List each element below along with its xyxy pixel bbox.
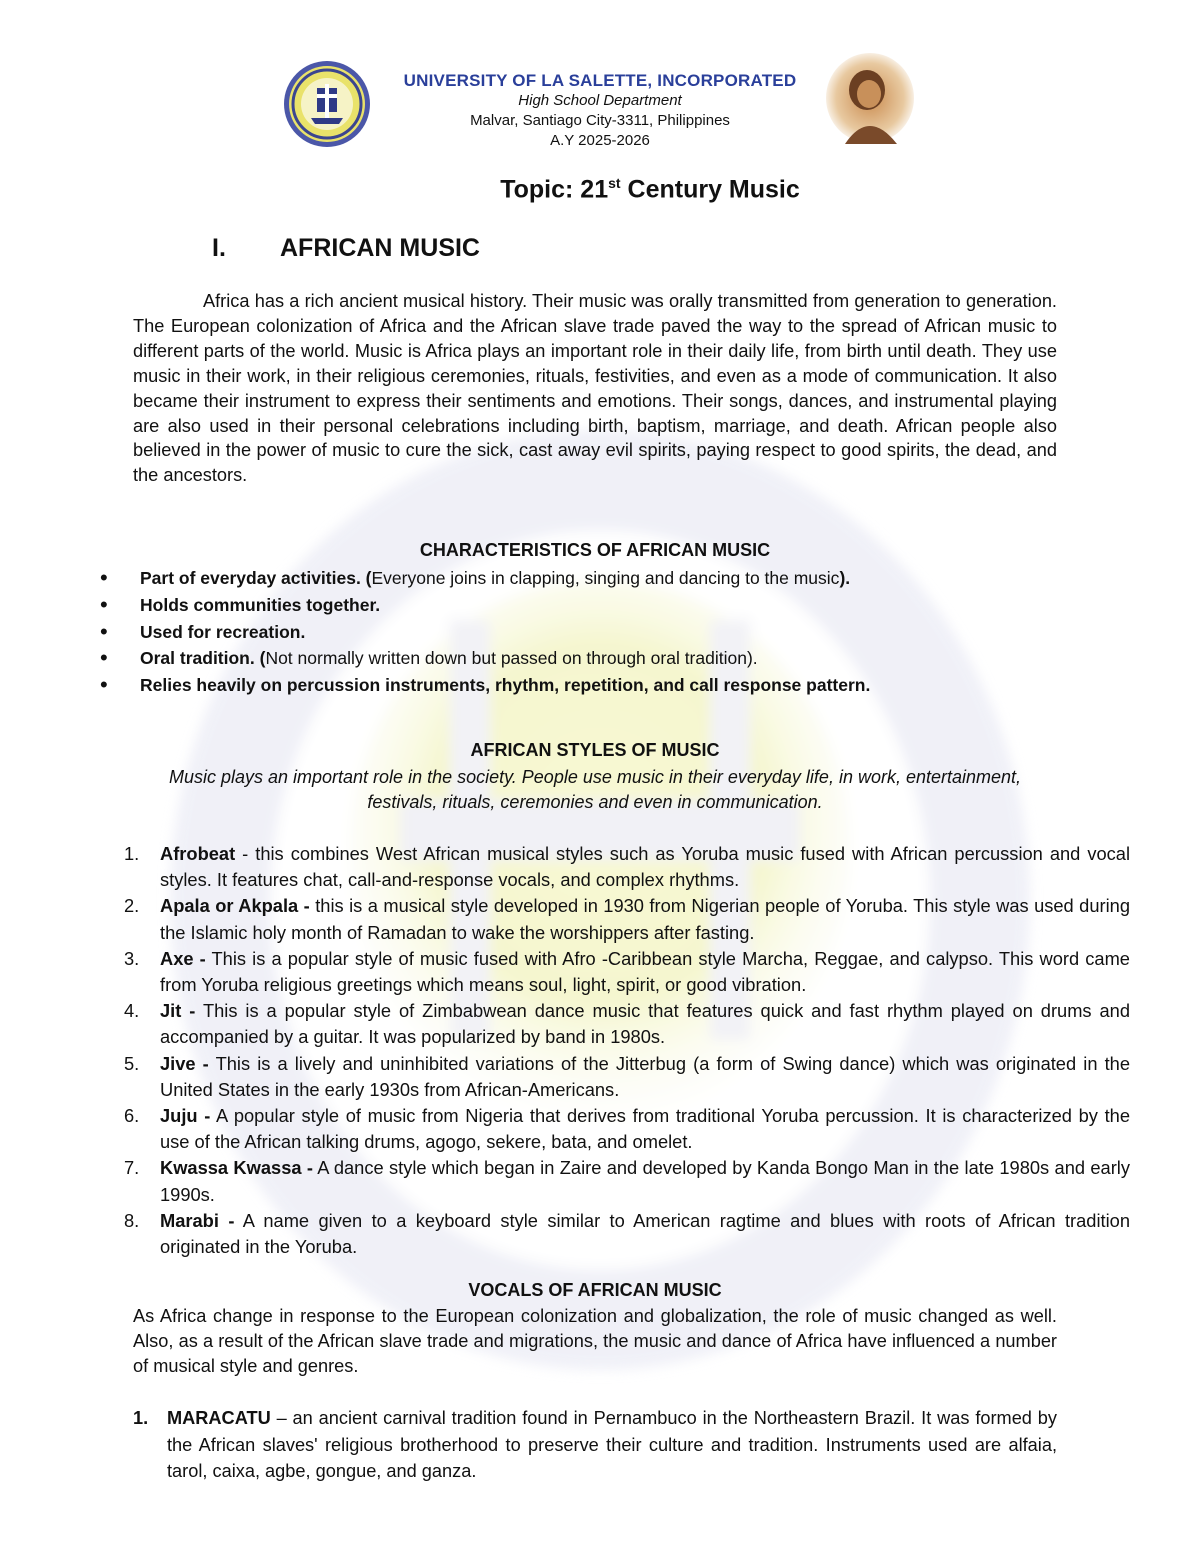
item-term: Jit -	[160, 1000, 196, 1022]
section-title: AFRICAN MUSIC	[280, 234, 480, 262]
item-end: ).	[839, 568, 851, 588]
item-desc: This is a popular style of music fused with Afro -Caribbean style Marcha, Reggae, and calypso. This word came from Yoruba religious greetings which means soul, light, spirit, or good vibration.	[160, 947, 1130, 996]
item-term: MARACATU	[167, 1408, 271, 1428]
vocals-heading: VOCALS OF AFRICAN MUSIC	[468, 1280, 722, 1300]
item-desc: This is a popular style of Zimbabwean dance music that features quick and fast rhythm played on drums and accompanied by a guitar. It was popularized by band in 1980s.	[160, 1000, 1130, 1048]
page-title	[0, 175, 1200, 204]
list-item	[120, 998, 1130, 1050]
list-item	[120, 1051, 1130, 1103]
characteristics-heading: CHARACTERISTICS OF AFRICAN MUSIC	[419, 540, 771, 560]
item-desc: A name given to a keyboard style similar to American ragtime and blues with roots of African tradition originated in the Yoruba.	[160, 1209, 1130, 1258]
list-item	[120, 1208, 1130, 1260]
item-desc: this is a musical style developed in 1930 from Nigerian people of Yoruba. This style was used during the Islamic holy month of Ramadan to wake the worshippers after fasting.	[160, 895, 1130, 943]
list-item	[120, 841, 1130, 893]
item-bold: Relies heavily on percussion instruments, rhythm, repetition, and call response pattern.	[140, 675, 871, 696]
list-item	[100, 592, 1100, 619]
list-item	[100, 645, 1100, 672]
item-bold: Part of everyday activities. (	[140, 568, 372, 588]
item-term: Juju -	[160, 1105, 211, 1127]
academic-year: A.Y 2025-2026	[550, 132, 650, 149]
list-item	[130, 1405, 1057, 1485]
letterhead	[380, 70, 820, 151]
list-item	[120, 893, 1130, 945]
item-number: 4.	[124, 1000, 140, 1022]
university-name: UNIVERSITY OF LA SALETTE, INCORPORATED	[403, 71, 797, 90]
list-item	[100, 672, 1100, 699]
item-text: Not normally written down but passed on through oral tradition).	[265, 648, 758, 669]
styles-list	[120, 841, 1130, 1260]
list-item	[100, 565, 1100, 592]
item-term: Marabi -	[160, 1209, 235, 1231]
item-text: Everyone joins in clapping, singing and dancing to the music	[371, 568, 840, 588]
item-sep: -	[235, 843, 256, 864]
item-term: Jive -	[160, 1052, 209, 1074]
list-item	[120, 1155, 1130, 1207]
topic-superscript: st	[608, 175, 621, 191]
section-number: I.	[212, 234, 226, 262]
characteristics-list	[100, 565, 1100, 699]
list-item	[120, 946, 1130, 998]
styles-intro: Music plays an important role in the society. People use music in their everyday life, in work, entertainment, festivals, rituals, ceremonies and even in communication.	[168, 767, 1022, 812]
item-bold: Used for recreation.	[140, 621, 306, 642]
item-desc: – an ancient carnival tradition found in Pernambuco in the Northeastern Brazil. It was formed by the African slaves' religious brotherhood to preserve their culture and tradition. Instruments used are alfaia, tarol, caixa, agbe, gongue, and ganza.	[167, 1408, 1057, 1481]
item-term: Axe -	[160, 947, 206, 969]
item-number: 1.	[133, 1408, 149, 1428]
school-seal-logo	[283, 60, 371, 148]
department-name: High School Department	[518, 92, 682, 109]
item-term: Apala or Akpala -	[160, 895, 310, 917]
item-number: 5.	[124, 1052, 140, 1074]
item-sep	[234, 1210, 242, 1231]
item-number: 6.	[124, 1105, 140, 1127]
school-address: Malvar, Santiago City-3311, Philippines	[470, 112, 730, 129]
vocals-list	[130, 1405, 1057, 1485]
list-item	[100, 619, 1100, 646]
item-number: 1.	[124, 843, 140, 864]
item-term: Kwassa Kwassa -	[160, 1157, 313, 1179]
vocals-intro: As Africa change in response to the European colonization and globalization, the role of music changed as well. Also, as a result of the African slave trade and migrations, the music and dance of Africa have influenced a number of musical style and genres.	[133, 1306, 1057, 1376]
item-number: 8.	[124, 1209, 140, 1231]
item-sep	[195, 1000, 203, 1021]
item-number: 7.	[124, 1157, 140, 1179]
intro-paragraph: Africa has a rich ancient musical history. Their music was orally transmitted from generation to generation. The European colonization of Africa and the African slave trade paved the way to the spread of African music to different parts of the world. Music is Africa plays an important role in their daily life, from birth until death. They use music in their work, in their religious ceremonies, rituals, festivities, and even as a mode of communication. It also became their instrument to express their sentiments and emotions. Their songs, dances, and instrumental playing are also used in their personal celebrations including birth, baptism, marriage, and death. African people also believed in the power of music to cure the sick, cast away evil spirits, paying respect to good spirits, the dead, and the ancestors.	[133, 291, 1057, 486]
item-sep	[209, 1053, 216, 1074]
styles-heading: AFRICAN STYLES OF MUSIC	[470, 740, 720, 760]
item-number: 3.	[124, 947, 140, 969]
item-number: 2.	[124, 895, 140, 917]
list-item	[120, 1103, 1130, 1155]
item-desc: This is a lively and uninhibited variations of the Jitterbug (a form of Swing dance) which was originated in the United States in the early 1930s from African-Americans.	[160, 1052, 1131, 1100]
item-desc: A dance style which began in Zaire and developed by Kanda Bongo Man in the late 1980s and early 1990s.	[160, 1157, 1130, 1205]
item-bold: Oral tradition. (	[140, 648, 266, 669]
item-desc: A popular style of music from Nigeria that derives from traditional Yoruba percussion. It is characterized by the use of the African talking drums, agogo, sekere, bata, and omelet.	[160, 1105, 1130, 1153]
item-bold: Holds communities together.	[140, 594, 381, 615]
section-heading	[212, 234, 480, 263]
item-term: Afrobeat	[160, 843, 236, 864]
topic-label: Topic: 21	[500, 175, 609, 204]
topic-rest: Century Music	[620, 175, 800, 204]
portrait-image	[825, 52, 915, 144]
item-desc: this combines West African musical styles such as Yoruba music fused with African percussion and vocal styles. It features chat, call-and-response vocals, and complex rhythms.	[160, 843, 1131, 891]
